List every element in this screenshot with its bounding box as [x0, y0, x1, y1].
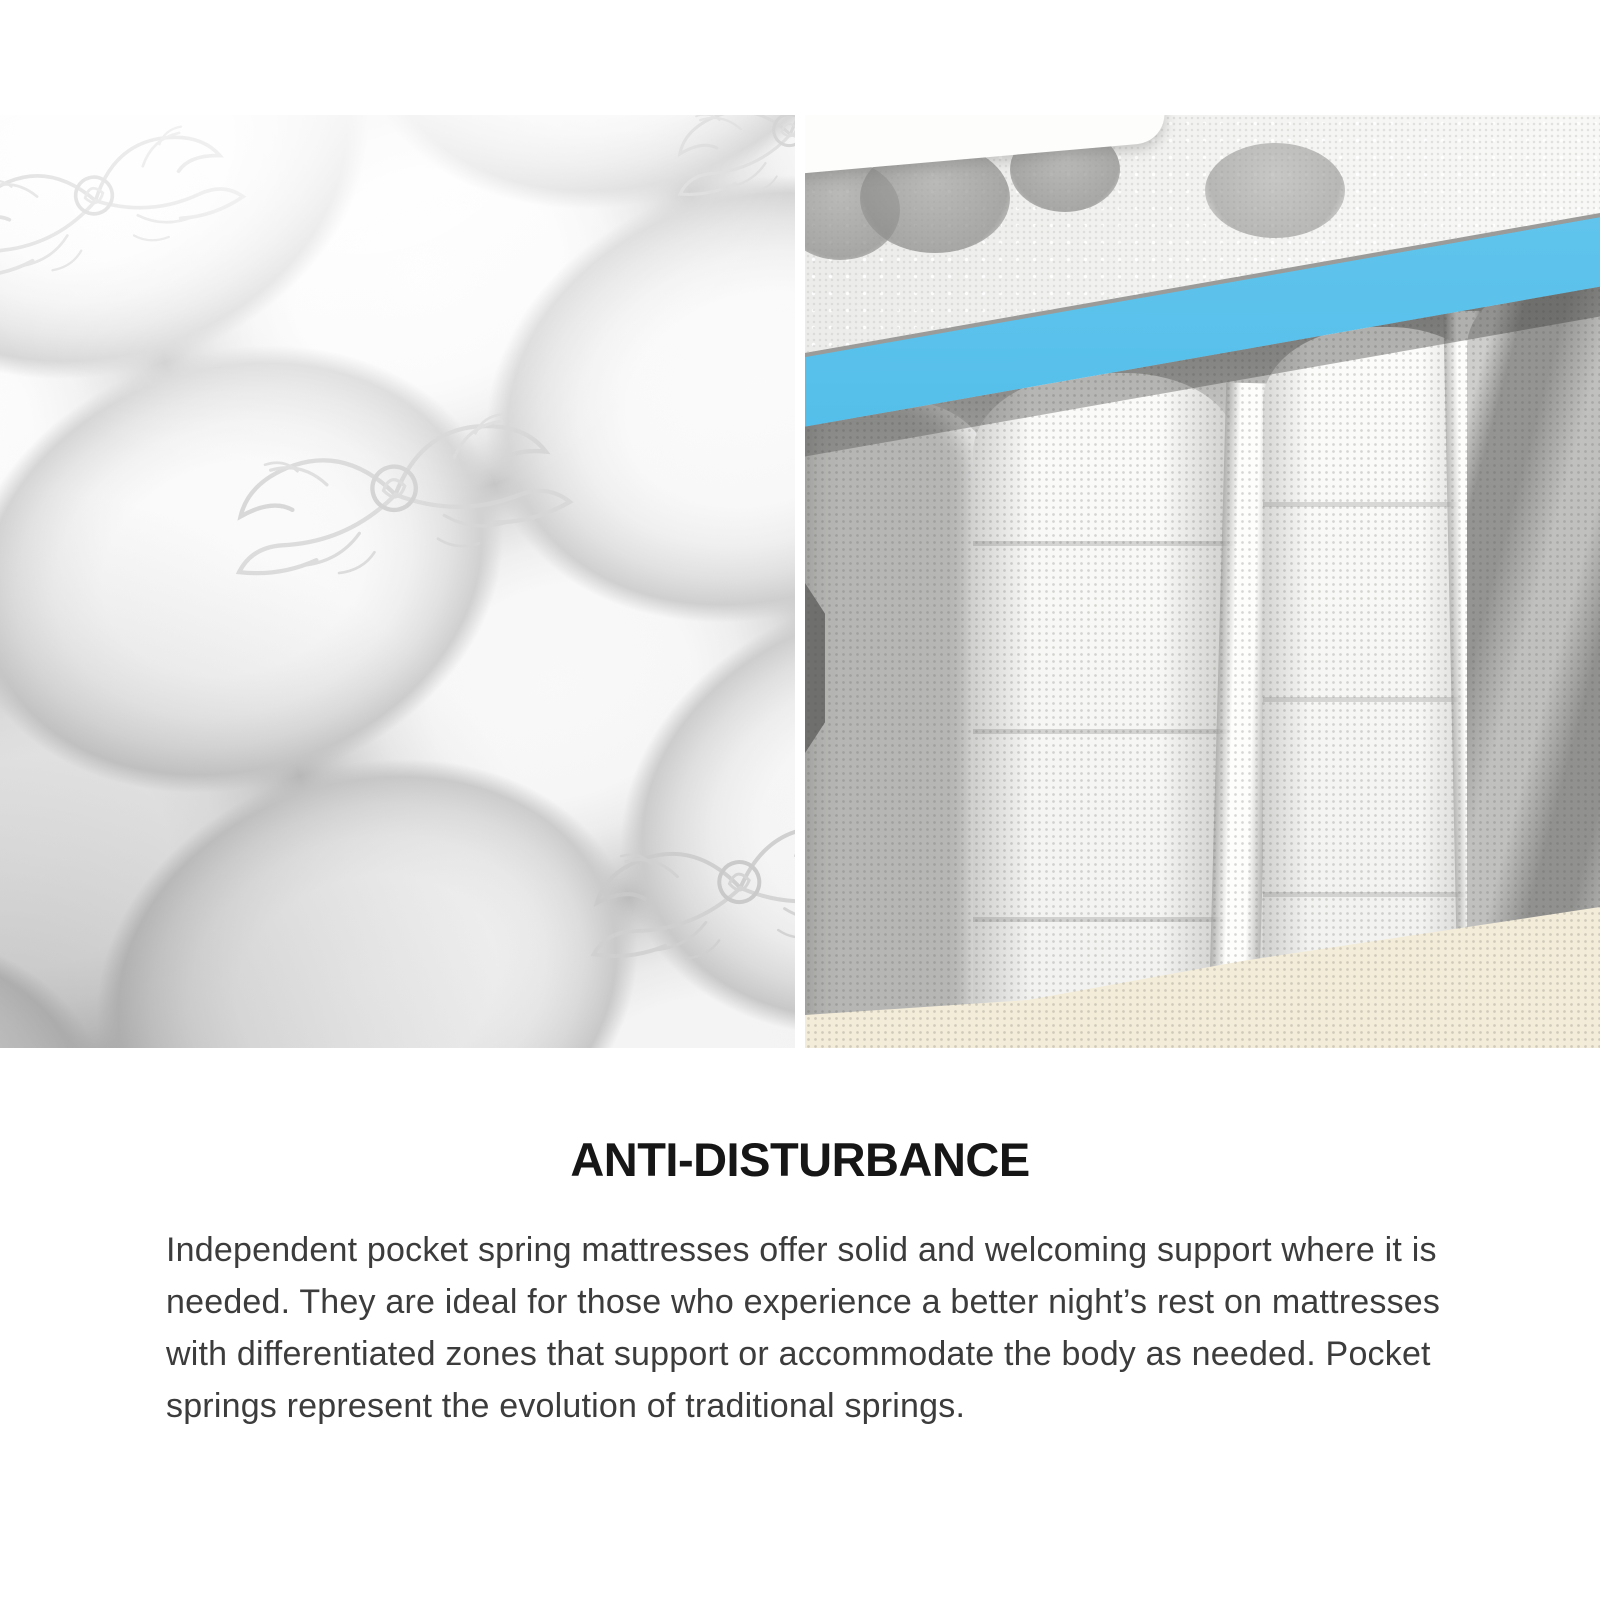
paragraph-line: Independent pocket spring mattresses offer solid and welcoming support where it is: [166, 1231, 1437, 1269]
paragraph-line: with differentiated zones that support or accommodate the body as needed. Pocket: [166, 1335, 1431, 1373]
product-image-pair: [0, 115, 1600, 1048]
section-paragraph: [166, 1224, 1440, 1432]
quilt-lighting-overlay: [0, 115, 795, 1048]
section-heading: ANTI-DISTURBANCE: [570, 1133, 1030, 1186]
paragraph-line: needed. They are ideal for those who experience a better night’s rest on mattresses: [166, 1283, 1441, 1321]
pocket-spring-photo: [805, 115, 1600, 1048]
quilted-mattress-photo: [0, 115, 795, 1048]
paragraph-line: springs represent the evolution of traditional springs.: [166, 1387, 966, 1425]
fabric-shadow-blob: [1205, 143, 1345, 238]
